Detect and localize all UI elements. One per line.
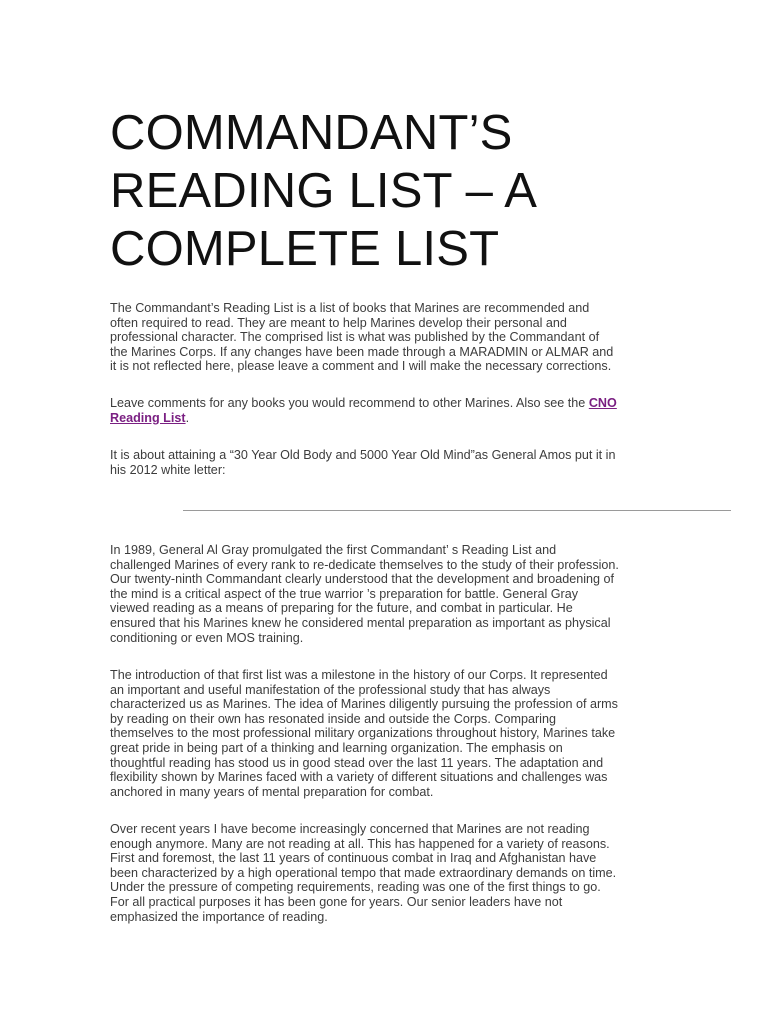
text-line: For all practical purposes it has been gone for years. Our senior leaders have not bbox=[110, 894, 563, 909]
text-line: Under the pressure of competing requirements, reading was one of the first things to go. bbox=[110, 880, 601, 895]
text-line: thoughtful reading has stood us in good stead over the last 11 years. The adaptation and bbox=[110, 755, 604, 770]
text-line: anchored in many years of mental preparation for combat. bbox=[110, 784, 434, 799]
text-line bbox=[110, 396, 670, 411]
page-title bbox=[110, 104, 670, 278]
text-line: by reading on their own has resonated inside and outside the Corps. Comparing bbox=[110, 711, 556, 726]
letter-paragraph-3 bbox=[110, 822, 670, 924]
text-line: First and foremost, the last 11 years of continuous combat in Iraq and Afghanistan have bbox=[110, 851, 597, 866]
text-line: conditioning or even MOS training. bbox=[110, 630, 304, 645]
recommend-paragraph bbox=[110, 396, 670, 425]
text-line: ensured that his Marines knew he considered mental preparation as important as physical bbox=[110, 615, 611, 630]
quote-intro-paragraph bbox=[110, 448, 670, 477]
text-line: great pride in being part of a thinking and learning organization. The emphasis on bbox=[110, 740, 563, 755]
text-line: In 1989, General Al Gray promulgated the first Commandant’ s Reading List and bbox=[110, 543, 557, 557]
intro-paragraph bbox=[110, 301, 670, 374]
text-line: often required to read. They are meant to help Marines develop their personal and bbox=[110, 315, 567, 330]
text-line: Over recent years I have become increasingly concerned that Marines are not reading bbox=[110, 822, 590, 836]
text-line: been characterized by a high operational tempo that made extraordinary demands on time. bbox=[110, 865, 617, 880]
horizontal-divider bbox=[183, 510, 731, 511]
cno-reading-list-link-continued[interactable]: Reading List bbox=[110, 410, 186, 425]
title-line: COMMANDANT’S bbox=[110, 106, 513, 160]
text-line: The introduction of that first list was a milestone in the history of our Corps. It represented bbox=[110, 668, 608, 682]
letter-paragraph-1 bbox=[110, 543, 670, 645]
text-line: viewed reading as a means of preparing for the future, and combat in particular. He bbox=[110, 601, 573, 616]
text-line: the mind is a critical aspect of the true warrior ’s preparation for battle. General Gray bbox=[110, 586, 579, 601]
text-line: characterized us as Marines. The idea of Marines diligently pursuing the profession of arms bbox=[110, 697, 618, 712]
text-line: challenged Marines of every rank to re-dedicate themselves to the study of their profession. bbox=[110, 557, 619, 572]
text-line: themselves to the most professional military organizations throughout history, Marines take bbox=[110, 726, 616, 741]
text-line: emphasized the importance of reading. bbox=[110, 909, 328, 924]
text-line: the Marines Corps. If any changes have been made through a MARADMIN or ALMAR and bbox=[110, 344, 614, 359]
text-line: Our twenty-ninth Commandant clearly understood that the development and broadening of bbox=[110, 572, 615, 587]
letter-paragraph-2 bbox=[110, 668, 670, 799]
text-line: enough anymore. Many are not reading at all. This has happened for a variety of reasons. bbox=[110, 836, 610, 851]
text-line: professional character. The comprised list is what was published by the Commandant of bbox=[110, 330, 600, 345]
recommend-text: Leave comments for any books you would recommend to other Marines. Also see the bbox=[110, 396, 589, 410]
text-line: an important and useful manifestation of the professional study that has always bbox=[110, 682, 551, 697]
text-line: It is about attaining a “30 Year Old Body and 5000 Year Old Mind”as General Amos put it in bbox=[110, 448, 616, 462]
text-line: flexibility shown by Marines faced with a variety of different situations and challenges was bbox=[110, 770, 608, 785]
text-line: his 2012 white letter: bbox=[110, 462, 226, 477]
text-line: The Commandant’s Reading List is a list of books that Marines are recommended and bbox=[110, 301, 590, 315]
text-line: it is not reflected here, please leave a comment and I will make the necessary corrections. bbox=[110, 359, 612, 374]
cno-reading-list-link[interactable]: CNO bbox=[588, 396, 617, 410]
title-line: COMPLETE LIST bbox=[110, 222, 500, 276]
text-line bbox=[110, 411, 670, 426]
period-text: . bbox=[185, 410, 190, 425]
title-line: READING LIST – A bbox=[110, 164, 538, 218]
